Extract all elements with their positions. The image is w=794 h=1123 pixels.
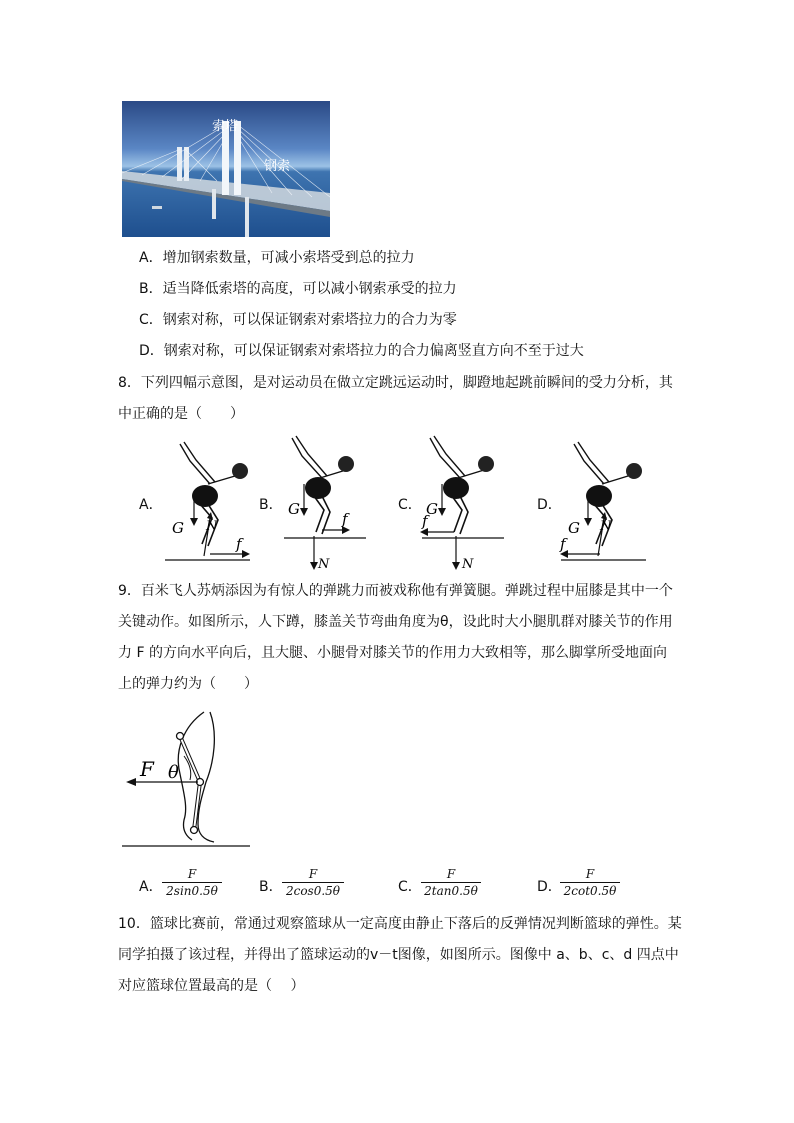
q9-stem-line-1: 9．百米飞人苏炳添因为有惊人的弹跳力而被戏称他有弹簧腿。弹跳过程中屈膝是其中一个	[118, 583, 673, 599]
q9-choice-a-letter: A．	[139, 879, 163, 895]
q9-choice-d-fraction	[560, 867, 620, 898]
svg-text:G: G	[426, 500, 438, 518]
q9-choice-b-num: F	[308, 867, 318, 881]
fraction-bar	[421, 882, 481, 883]
q9-choice-c-num: F	[446, 867, 456, 881]
q9-choice-b-den: 2cos0.5θ	[285, 884, 341, 898]
fraction-bar	[560, 882, 620, 883]
svg-text:G: G	[288, 500, 300, 518]
bridge-photo	[122, 101, 330, 237]
q8-stem-line-2: 中正确的是（ ）	[118, 406, 244, 422]
svg-text:G: G	[172, 519, 184, 537]
q8-choice-a: A．	[139, 497, 163, 513]
q8-stem-line-1: 8．下列四幅示意图，是对运动员在做立定跳远运动时，脚蹬地起跳前瞬间的受力分析，其	[118, 375, 673, 391]
q9-stem-line-3: 力 F 的方向水平向后，且大腿、小腿骨对膝关节的作用力大致相等，那么脚掌所受地面向	[118, 645, 667, 661]
q8-figure-c	[418, 432, 518, 577]
q9-choice-d-num: F	[585, 867, 595, 881]
q8-choice-b: B．	[259, 497, 283, 513]
q8-figure-d	[556, 436, 656, 571]
q9-force-label: F	[140, 757, 154, 781]
cable-label: 钢索	[264, 159, 291, 174]
q9-choice-c-den: 2tan0.5θ	[424, 884, 478, 898]
q8-figure-a	[160, 436, 260, 571]
q8-figure-b	[280, 432, 380, 577]
svg-text:G: G	[568, 519, 580, 537]
q9-stem-line-4: 上的弹力约为（ ）	[118, 676, 258, 692]
fraction-bar	[162, 882, 222, 883]
q8-choice-d: D．	[537, 497, 562, 513]
q8-choice-c: C．	[398, 497, 422, 513]
q9-choice-d-letter: D．	[537, 879, 562, 895]
svg-text:f: f	[560, 535, 566, 553]
svg-text:N: N	[462, 557, 474, 572]
q9-choice-a-num: F	[187, 867, 197, 881]
q9-choice-a-den: 2sin0.5θ	[166, 884, 218, 898]
q9-knee-figure	[118, 708, 258, 853]
q9-angle-label: θ	[168, 762, 179, 783]
q10-stem-line-2: 同学拍摄了该过程，并得出了篮球运动的v－t图像，如图所示。图像中 a、b、c、d 四点中	[118, 947, 679, 963]
q9-choice-b-letter: B．	[259, 879, 283, 895]
svg-text:f: f	[422, 512, 428, 530]
tower-label: 索塔	[212, 119, 239, 134]
fraction-bar	[282, 882, 344, 883]
q10-stem-line-3: 对应篮球位置最高的是（ ）	[118, 978, 305, 994]
q9-choice-a-fraction	[162, 867, 222, 898]
q10-stem-line-1: 10．篮球比赛前，常通过观察篮球从一定高度由静止下落后的反弹情况判断篮球的弹性。某	[118, 916, 682, 932]
q7-option-b: B．适当降低索塔的高度，可以减小钢索承受的拉力	[139, 281, 457, 297]
q9-choice-c-letter: C．	[398, 879, 422, 895]
q9-choice-d-den: 2cot0.5θ	[563, 884, 617, 898]
q7-option-c: C．钢索对称，可以保证钢索对索塔拉力的合力为零	[139, 312, 457, 328]
q7-option-a: A．增加钢索数量，可减小索塔受到总的拉力	[139, 250, 415, 266]
svg-text:f: f	[236, 535, 242, 553]
q9-choice-c-fraction	[421, 867, 481, 898]
q9-stem-line-2: 关键动作。如图所示，人下蹲，膝盖关节弯曲角度为θ，设此时大小腿肌群对膝关节的作用	[118, 614, 673, 630]
q7-option-d: D．钢索对称，可以保证钢索对索塔拉力的合力偏离竖直方向不至于过大	[139, 343, 584, 359]
svg-text:N: N	[206, 519, 218, 534]
svg-text:f: f	[342, 510, 348, 528]
q9-choice-b-fraction	[282, 867, 344, 898]
svg-text:N: N	[318, 557, 330, 572]
svg-text:N: N	[600, 519, 612, 534]
